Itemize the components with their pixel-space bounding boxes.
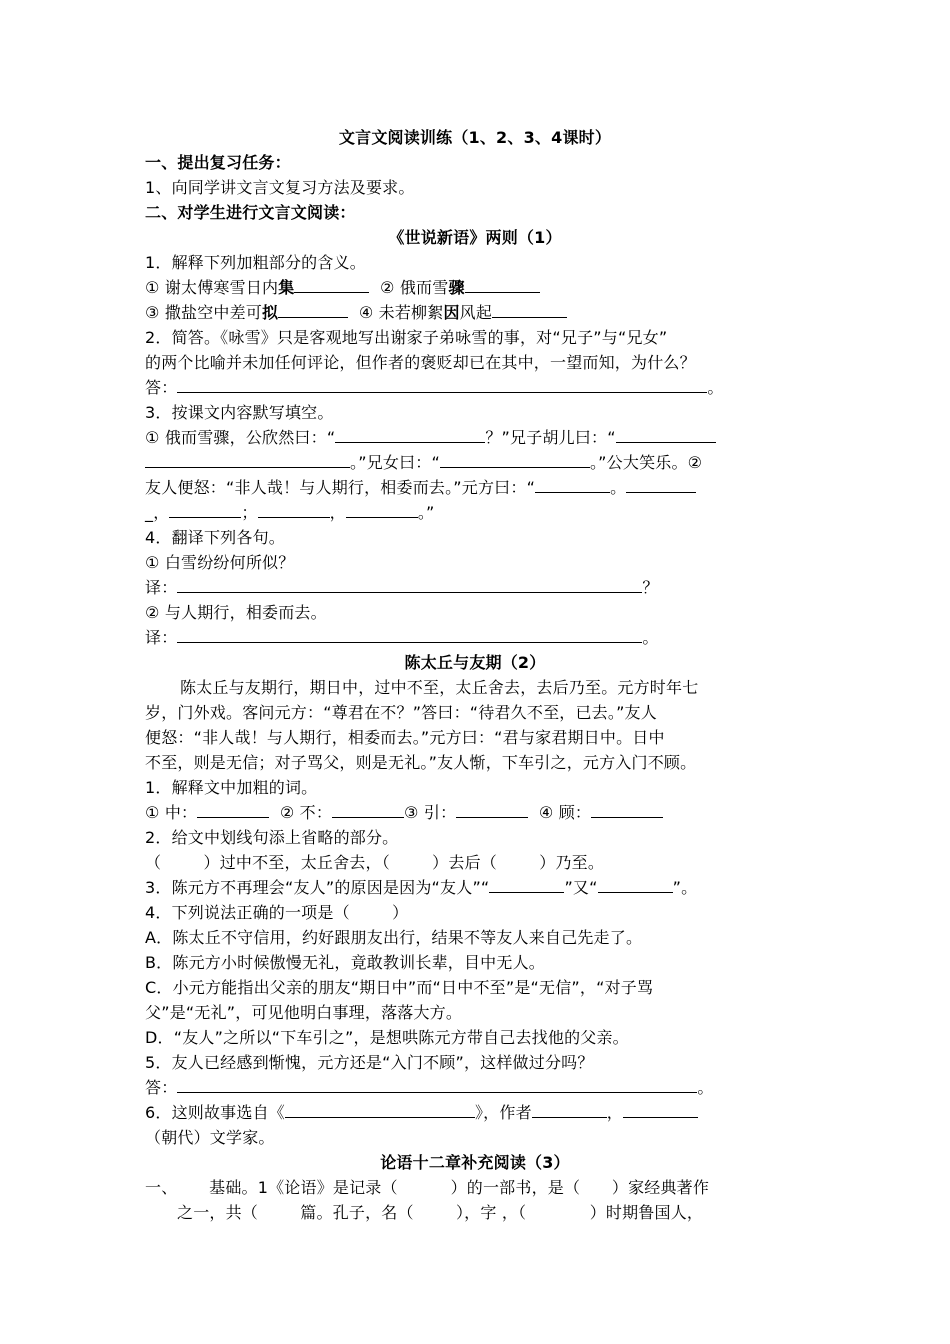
answer-blank[interactable] xyxy=(197,801,269,818)
p2-option-c-line-1: C．小元方能指出父亲的朋友“期日中”而“日中不至”是“无信”，“对子骂 xyxy=(145,978,654,997)
p2-text-line-3: 便怒：“非人哉！与人期行，相委而去。”元方曰：“君与家君期日中。日中 xyxy=(145,728,665,747)
p2-question-3: 3．陈元方不再理会“友人”的原因是因为“友人”“ ”又“ ”。 xyxy=(145,878,698,897)
p2-question-5: 5．友人已经感到惭愧，元方还是“入门不顾”，这样做过分吗？ xyxy=(145,1053,594,1072)
answer-blank[interactable] xyxy=(177,626,642,643)
p1-question-3-line-3: 友人便怒：“非人哉！与人期行，相委而去。”元方曰：“ 。 xyxy=(145,476,696,500)
answer-blank[interactable] xyxy=(294,276,369,293)
p1-question-1-row-1: ① 谢太傅寒雪日内集 ② 俄而雪骤 xyxy=(145,276,540,300)
p2-text-line-4: 不至，则是无信；对子骂父，则是无礼。”友人惭，下车引之，元方入门不顾。 xyxy=(145,753,697,772)
p1-question-3-line-1: ① 俄而雪骤，公欣然曰：“ ？”兄子胡儿曰：“ xyxy=(145,426,716,450)
p1-question-1: 1．解释下列加粗部分的含义。 xyxy=(145,253,366,272)
answer-blank[interactable] xyxy=(177,576,642,593)
answer-blank[interactable] xyxy=(169,501,241,518)
answer-blank[interactable] xyxy=(616,426,716,443)
p2-option-a: A．陈太丘不守信用，约好跟朋友出行，结果不等友人来自己先走了。 xyxy=(145,928,643,947)
p2-option-c-line-2: 父”是“无礼”，可见他明白事理，落落大方。 xyxy=(145,1003,463,1022)
p1-question-2-line-2: 的两个比喻并未加任何评论，但作者的褒贬却已在其中，一望而知，为什么？ xyxy=(145,353,696,372)
answer-blank[interactable] xyxy=(591,801,663,818)
answer-blank[interactable] xyxy=(440,451,590,468)
p1-question-4: 4．翻译下列各句。 xyxy=(145,528,285,547)
p1-translation-line-2: 译： 。 xyxy=(145,628,659,647)
section-1-heading: 一、提出复习任务： xyxy=(145,153,291,172)
p1-question-3-line-4: _， ； ， 。” xyxy=(145,503,435,522)
answer-blank[interactable] xyxy=(177,376,707,393)
answer-blank[interactable] xyxy=(623,1101,698,1118)
passage-3-title: 论语十二章补充阅读（3） xyxy=(380,1153,570,1172)
p1-question-3: 3．按课文内容默写填空。 xyxy=(145,403,334,422)
p2-text-line-1: 陈太丘与友期行，期日中，过中不至，太丘舍去，去后乃至。元方时年七 xyxy=(180,678,699,697)
p2-question-6: 6．这则故事选自《 》，作者 ， xyxy=(145,1101,698,1125)
answer-blank[interactable] xyxy=(332,801,404,818)
answer-blank[interactable] xyxy=(177,1076,697,1093)
answer-blank[interactable] xyxy=(626,476,696,493)
passage-1-title: 《世说新语》两则（1） xyxy=(388,228,562,247)
answer-blank[interactable] xyxy=(346,501,418,518)
answer-blank[interactable] xyxy=(278,301,348,318)
answer-blank[interactable] xyxy=(456,801,528,818)
answer-blank[interactable] xyxy=(532,1101,607,1118)
answer-blank[interactable] xyxy=(489,876,564,893)
answer-blank[interactable] xyxy=(465,276,540,293)
p2-question-6-line-2: （朝代）文学家。 xyxy=(145,1128,275,1147)
p2-question-4: 4．下列说法正确的一项是（ ） xyxy=(145,903,409,922)
p2-text-line-2: 岁，门外戏。客问元方：“尊君在不？”答曰：“待君久不至，已去。”友人 xyxy=(145,703,657,722)
answer-blank[interactable] xyxy=(145,451,350,468)
p3-line-2: 之一，共（ 篇。孔子，名（ ），字 ，（ ）时期鲁国人， xyxy=(177,1203,704,1222)
p2-question-2-line: （ ）过中不至，太丘舍去，（ ）去后（ ）乃至。 xyxy=(145,853,605,872)
p2-option-d: D．“友人”之所以“下车引之”，是想哄陈元方带自己去找他的父亲。 xyxy=(145,1028,629,1047)
passage-2-title: 陈太丘与友期（2） xyxy=(404,653,546,672)
answer-blank[interactable] xyxy=(598,876,673,893)
p2-option-b: B．陈元方小时候傲慢无礼，竟敢教训长辈，目中无人。 xyxy=(145,953,545,972)
p3-line-1: 一、 基础。1《论语》是记录（ ）的一部书，是（ ）家经典著作 xyxy=(145,1178,710,1197)
answer-blank[interactable] xyxy=(335,426,485,443)
answer-blank[interactable] xyxy=(285,1101,475,1118)
answer-blank[interactable] xyxy=(258,501,330,518)
p1-question-4-item-1: ① 白雪纷纷何所似？ xyxy=(145,553,295,572)
p2-answer-line: 答： 。 xyxy=(145,1078,714,1097)
document-title: 文言文阅读训练（1、2、3、4课时） xyxy=(338,128,612,147)
p1-question-1-row-2: ③ 撒盐空中差可拟 ④ 未若柳絮因风起 xyxy=(145,301,567,325)
p2-question-1-items: ① 中： ② 不： ③ 引： ④ 顾： xyxy=(145,801,663,825)
section-1-item: 1、向同学讲文言文复习方法及要求。 xyxy=(145,178,415,197)
p1-question-4-item-2: ② 与人期行，相委而去。 xyxy=(145,603,327,622)
answer-blank[interactable] xyxy=(535,476,610,493)
p2-question-1: 1．解释文中加粗的词。 xyxy=(145,778,318,797)
p2-question-2: 2．给文中划线句添上省略的部分。 xyxy=(145,828,399,847)
p1-translation-line-1: 译： ？ xyxy=(145,578,659,597)
section-2-heading: 二、对学生进行文言文阅读： xyxy=(145,203,356,222)
answer-blank[interactable] xyxy=(492,301,567,318)
p1-question-3-line-2: 。”兄女曰：“ 。”公大笑乐。② xyxy=(145,451,702,475)
p1-answer-line: 答： 。 xyxy=(145,378,724,397)
p1-question-2-line-1: 2．简答。《咏雪》只是客观地写出谢家子弟咏雪的事，对“兄子”与“兄女” xyxy=(145,328,668,347)
